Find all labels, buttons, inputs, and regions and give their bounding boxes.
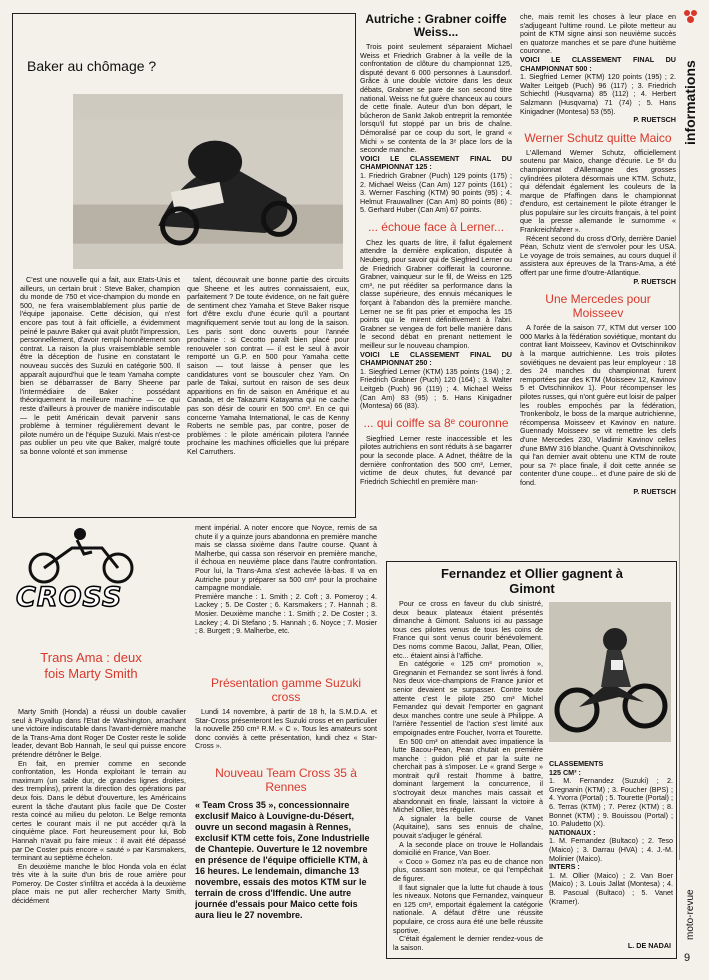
ruetsch-signature-2: P. RUETSCH: [633, 276, 676, 286]
trans-ama-body: [12, 708, 186, 958]
baker-headline: Baker au chômage ?: [27, 58, 157, 74]
team-cross-body: « Team Cross 35 », concessionnaire exclusif Maico à Louvigne-du-Désert, ouvre un second magasin à Rennes, exclusif KTM cette fois, Zone Industrielle de Chantepie. Ouverture le 12 novembre en présence de l'équipe officielle KTM, à 16 heures. Le lendemain, dimanche 13 novembre, essais des motos KTM sur le terrain de cross d'Iffendic. Une autre journée d'essais pour Maico cette fois aura lieu le 27 novembre.: [195, 800, 370, 920]
autriche-intro: Trois point seulement séparaient Michael Weiss et Friedrich Grabner à la veille de la confrontation de clôture du championnat 125, disputé devant 6 000 personnes à Launsdorf. Grâce à une double victoire dans les deux débats, Grabner se pare de son second titre national. Weiss ne fut guère chanceux au cours de cette finale. Auteur d'un bon départ, le bûcheron de Sankt Jakob entreprit la remontée lorsqu'il fut stoppé par un bris de chaîne. Démoralisé par ce coup du sort, le grand « Michi » se contenta de la 3ᵉ place lors de la seconde manche.: [360, 43, 512, 155]
autriche-class250-body: 1. Siegfried Lerner (KTM) 135 points (194) ; 2. Friedrich Grabner (Puch) 120 (164) ; 3. Walter Leitgeb (Puch) 96 (119) ; 4. Michael Weiss (Can Am) 83 (95) ; 5. Hans Kinigadner (Montesa) 66 (83).: [360, 366, 512, 411]
gimont-para-2: En catégorie « 125 cm³ promotion », Gregnanin et Fernandez se sont livrés à fond. Nos deux vice-champions de France junior et senior devaient se surpasser. Contre toute attente c'est le pilote 250 cm³ Michel Fernandez qui devait l'emporter en gagnant deux manches contre une seule à Philippe. A l'arrière l'essentiel de l'action s'est limité aux empoignades entre Foucher, Ivorra et Tourette.: [393, 659, 543, 737]
trans-ama-para-3: En deuxième manche le bloc Honda vola en éclat très vite à la suite d'un bris de roue arrière pour Pomeroy. De Coster s'infiltra et accéda à la deuxième place mais ne put aller rechercher Marty Smith, décidément: [12, 861, 186, 906]
class500-title: VOICI LE CLASSEMENT FINAL DU CHAMPIONNAT 500 :: [520, 54, 676, 73]
gimont-classements: [549, 760, 673, 930]
gimont-cat-inters: INTERS :: [549, 862, 580, 872]
gimont-classements-title: CLASSEMENTS: [549, 760, 604, 768]
cross-logo-area: [12, 524, 162, 624]
suzuki-headline: Présentation gamme Suzuki cross: [210, 676, 362, 704]
gimont-cat-nationaux: NATIONAUX :: [549, 827, 596, 837]
autriche-class125-body: 1. Friedrich Grabner (Puch) 129 points (175) ; 2. Michael Weiss (Can Am) 127 points (161) ; 3. Werner Fasching (KTM) 90 points (95) ; 4. Helmut Frauwallner (Can Am) 80 points (86) ; 5. Gerhard Huber (Can Am) 67 points.: [360, 170, 512, 215]
gimont-results-125: 1. M. Fernandez (Suzuki) ; 2. Gregnanin (KTM) ; 3. Foucher (BPS) ; 4. Yvorra (Portal) ; 5. Tourette (Portal) ; 6. Terras (KTM) ; 7. Perez (KTM) ; 8. Bonnet (KTM) ; 9. Bouissou (Portal) ; 10. Paludetto (X).: [549, 776, 673, 829]
baker-photo: [73, 94, 343, 269]
baker-body-col1: C'est une nouvelle qui a fait, aux Etats-Unis et ailleurs, un certain bruit : Steve Baker, champion du monde de 750 et vice-champion du monde en 500, ne fera vraisemblablement plus partie de l'équipe japonaise. Cette décision, qui n'est encore pas tout à fait officielle, a évidemment peiné le pauvre Baker qui avait plutôt l'impression, personnellement, d'avoir rempli honnêtement son contrat. La raison la plus vraisemblable semble être la déception de l'usine en constatant le nouveau succès des Suzuki en catégorie 500. Il apparaît aujourd'hui que le team Yamaha compte bien se débarrasser de Barry Sheene par l'intermédiaire de Baker : possédant théoriquement la meilleure machine — ce qui reste d'ailleurs à prouver de manière indiscutable — le petit Américain devait parvenir sans problème à terminer régulièrement devant le pilote numéro un de l'équipe Suzuki. Mais n'est-ce pas oublier un peu vite que Baker, malgré toute sa bonne volonté et son immense: [20, 276, 180, 456]
couronne-body: Siegfried Lerner reste inaccessible et les pilotes autrichiens en sont réduits à se bagarrer pour la seconde place. A Adnet, théâtre de la dernière confrontation des 500 cm³, Lerner, victime de deux chutes, fut devancé par Friedrich Schiechtl en première man-: [360, 433, 512, 486]
gimont-para-6: « Coco » Gomez n'a pas eu de chance non plus, cassant son moteur, ce qui l'empêchait de figurer.: [393, 856, 543, 883]
ruetsch-signature-1: P. RUETSCH: [633, 115, 676, 125]
trans-ama-results: Première manche : 1. Smith ; 2. Coft ; 3. Pomeroy ; 4. Lackey ; 5. De Coster ; 6. Karsmakers ; 7. Hannah ; 8. Mosier. Deuxième manche : 1. Smith ; 2. De Coster ; 3. Lackey ; 4. Di Stefano ; 5. Hannah ; 6. Noyce ; 7. Mosier ; 8. Burgett ; 9. Malherbe, etc.: [195, 591, 377, 636]
motocross-rider-image: [549, 602, 671, 742]
baker-body-col2: talent, découvrait une bonne partie des circuits que Sheene et les autres connaissaient, eux, parfaitement ? De toute évidence, on ne fait guère de sentiment chez Yamaha et Steve Baker risque fort d'être exclu d'une écurie qu'il a pourtant magnifiquement servie tout au long de la saison. Les paris sont donc ouverts pour l'année prochaine : si Cecotto paraît bien placé pour renouveler son contrat — il est le seul à avoir remporté un G.P. en 500 pour Yamaha cette saison — tout laisse à penser que les candidatures vont se bousculer chez Yam. On parle de Takai, surtout en raison de ses deux apparitions en fin de saison en Amérique et au Canada, et de Takazumi Katayama qui ne cache pas son désir de courir en 500 cm³. En ce qui concerne Yamaha International, le cas de Kenny Roberts ne semble pas, par contre, poser de problèmes : le pilote américain pilotera l'année prochaine les machines officielles que lui prépare Kel Carruthers.: [187, 276, 349, 456]
motorcycle-racer-image: [73, 94, 343, 269]
mercedes-body: A l'orée de la saison 77, KTM dut verser 100 000 Marks à la fédération soviétique, montant du contrat liant Moisseev, Kavinov et Ovtschinnikov à la marque autrichienne. Les trois pilotes soviétiques ne devaient pas leur employeur : 18 des 24 manches du championnat furent remportées par des KTM (Moisseev 12, Kavinov 5 et Ovtschinnikov 1). Pour récompenser les pilotes russes, qui n'ont guère eut loisir de palper les roubles empochés par la fédération, Tronkenbolz, le boss de la marque autrichienne, récompensa Moisseev et Kavinov en nature. Guennady Moisseev se vit remettre les clefs d'une Mercedes 230, Vladimir Kavinov celles d'une BMW 316 blanche. Quant à Ovtschinnikov, qui l'an dernier avait obtenu une KTM de route pour sa 7ᵉ place finale, il doit cette année se contenter d'une coupe... et d'une paire de ski de fond.: [520, 323, 676, 487]
schutz-body-2: Récent second du cross d'Orly, derrière Daniel Péan, Schutz vient de s'envoler pour les USA. Le voyage de trois semaines, au cours duquel il assistera aux épreuves de la Trans-Ama, a été offert par une firme d'outre-Atlantique.: [520, 233, 676, 278]
cross-bike-icon: [22, 524, 172, 586]
gimont-article: [386, 561, 677, 959]
schutz-headline: Werner Schutz quitte Maico: [524, 130, 672, 145]
section-marker: [684, 10, 698, 24]
gimont-headline: Fernandez et Ollier gagnent à Gimont: [440, 566, 624, 596]
ruetsch-signature-3: P. RUETSCH: [633, 486, 676, 496]
cross-logo: CROSS: [16, 582, 123, 613]
gimont-para-5: A la seconde place on trouve le Hollandais domicilié en France, Van Boer.: [393, 839, 543, 858]
gimont-para-1: Pour ce cross en faveur du club sinistré, deux beaux plateaux étaient présentés dimanche à Gimont. Saluons ici au passage tous ces pilotes venus de tous les coins de France qui sont venus courir bénévolement. Des noms comme Bacou, Jallat, Pean, Ollier, etc... étaient ainsi à l'affiche.: [393, 600, 543, 660]
gimont-para-8: C'était également le dernier rendez-vous de la saison.: [393, 934, 543, 952]
gimont-col1: [393, 600, 543, 955]
magazine-name: moto-revue: [685, 889, 696, 940]
sidebar-rule: [679, 150, 680, 860]
lerner-subheadline: ... échoue face à Lerner...: [367, 219, 505, 234]
autriche-class125-title: VOICI LE CLASSEMENT FINAL DU CHAMPIONNAT 125 :: [360, 153, 512, 172]
trans-ama-continuation: [195, 524, 377, 672]
team-cross-headline: Nouveau Team Cross 35 à Rennes: [215, 766, 357, 794]
autriche-headline: Autriche : Grabner coiffe Weiss...: [365, 12, 507, 39]
right-col: [520, 13, 676, 551]
gimont-para-7: Il faut signaler que la lutte fut chaude à tous les niveaux. Notons que Fernandez, vainqueur en 125 cm³, emportait également la catégorie nationale. A défaut d'être une réussite populaire, ce cross aura été une belle réussite sportive.: [393, 882, 543, 935]
gimont-photo: [549, 602, 671, 742]
trans-ama-para-2: En fait, en premier comme en seconde confrontation, les Honda exploitant le terrain au maximum (un sable dur, de grandes lignes droites, des tremplins), prirent la direction des opérations par deux fois. Dans le début d'ouverture, les Américains eurent la tâche d'autant plus facile que De Coster resta coincé au milieu du peloton. Le Belge remonta certes le courant mais il ne put accéder qu'à la cinquième place. Fort heureusement pour lui, Bob Hannah n'avait pu faire mieux : il avait été dépassé par De Coster puis encore « sauté » par Karsmakers, terminant au septième échelon.: [12, 758, 186, 863]
autriche-body: [360, 43, 512, 538]
mercedes-headline: Une Mercedes pour Moisseev: [545, 292, 651, 321]
autriche-class250-title: VOICI LE CLASSEMENT FINAL DU CHAMPIONNAT 250 :: [360, 349, 512, 368]
gimont-para-3: En 500 cm³ on attendait avec impatience la lutte Bacou-Pean, Pean chutait en première manche : guidon plié et par la suite ne cherchait pas à s'imposer. Le « grand Serge » montrait qu'il restait l'homme à battre, dominant largement la concurrence, il s'octroyait deux manches mais cassait et abandonnait en finale, laissant la victoire à Michel Ollier, très régulier.: [393, 736, 543, 815]
gimont-para-4: A signaler la belle course de Vanet (Aquitaine), sans ses ennuis de chaîne, pouvait s'adjuger le général.: [393, 813, 543, 841]
gimont-signature: L. DE NADAI: [627, 942, 671, 950]
lerner-body: Chez les quarts de litre, il fallut également attendre la dernière explication, disputée à Neuberg, pour savoir qui de Siegfried Lerner ou de Friedrich Grabner coifferait la couronne. Grabner, vainqueur sur le fil, de Weiss en 125 cm³, ne put rééditer sa performance dans la classe supérieure, des ennuis mécaniques le forçant à l'abandon dès la première manche. Lerner ne se fit pas prier et empocha les 15 points qui le mirent définitivement à l'abri. Grabner se vengea de fort belle manière dans le second débat en prenant nettement le meilleur sur le nouveau champion.: [360, 237, 512, 350]
gimont-results-inters: 1. M. Ollier (Maico) ; 2. Van Boer (Maico) ; 3. Louis Jallat (Montesa) ; 4. B. Pascual (Bultaco) ; 5. Vanet (Kramer).: [549, 870, 673, 906]
trans-ama-mid-body: ment impérial. A noter encore que Noyce, remis de sa chute il y a quinze jours abandonna en première manche mais se classa sixième dans l'autre course. Quant à Malherbe, qui cassa son réservoir en première manche, il échoua en neuvième place dans l'autre confrontation. Pour lui, la Trans-Ama s'est achevée là-bas. Il va en Autriche pour y préparer sa 500 cm³ pour la prochaine campagne mondiale.: [195, 524, 377, 593]
suzuki-body: Lundi 14 novembre, à partir de 18 h, la S.M.D.A. et Star-Cross présenteront les Suzuki cross et en particulier la nouvelle 250 cm³ R.M. « C ». Tous les amateurs sont donc conviés à cette présentation, lundi chez « Star-Cross ».: [195, 708, 377, 751]
gimont-results-nationaux: 1. M. Fernandez (Bultaco) ; 2. Teso (Maico) ; 3. Darrau (HVA) ; 4. J.-M. Molinier (Maico).: [549, 836, 673, 863]
baker-article: [12, 13, 356, 518]
page-number: 9: [684, 952, 691, 964]
trans-ama-para-1: Marty Smith (Honda) a réussi un double cavalier seul à Puyallup dans l'Etat de Washington, arrachant une victoire indiscutable dans l'avant-dernière manche de la Trans-Ama dont Roger De Coster reste le solide leader, devant Bob Hannah, le seul qui puisse encore prétendre détrôner le Belge.: [12, 708, 186, 759]
schutz-body: L'Allemand Werner Schutz, officiellement soutenu par Maico, change d'écurie. Le 5ᵉ du championnat d'Allemagne des grosses cylindrées pilotera désormais une KTM. Schutz, qui défendait également les couleurs de la marque de Pfaffingen dans le championnat d'enduro, est certainement le pilote étranger le plus populaire sur les circuits français, à tel point que la presse allemande le surnomme « Frankreichfahrer ».: [520, 147, 676, 235]
section-label: informations: [682, 60, 698, 145]
gimont-cat-125: 125 CM³ :: [549, 767, 581, 777]
trans-ama-headline: Trans Ama : deux fois Marty Smith: [40, 650, 142, 681]
class500-body: 1. Siegfried Lerner (KTM) 120 points (195) ; 2. Walter Leitgeb (Puch) 96 (117) ; 3. Friedrich Schiechtl (Husqvarna) 85 (112) ; 4. Herbert Salzmann (Husqvarna) 71 (74) ; 5. Hans Kinigadner (Montesa) 53 (55).: [520, 72, 676, 116]
lerner-500-ending: che, mais remit les choses à leur place en s'adjugeant l'ultime round. Le pilote metteur au point de KTM signe ainsi son neuvième succès en quatorze manches et se pare d'une huitième couronne.: [520, 13, 676, 56]
couronne-subheadline: ... qui coiffe sa 8ᵉ couronne: [363, 415, 509, 430]
